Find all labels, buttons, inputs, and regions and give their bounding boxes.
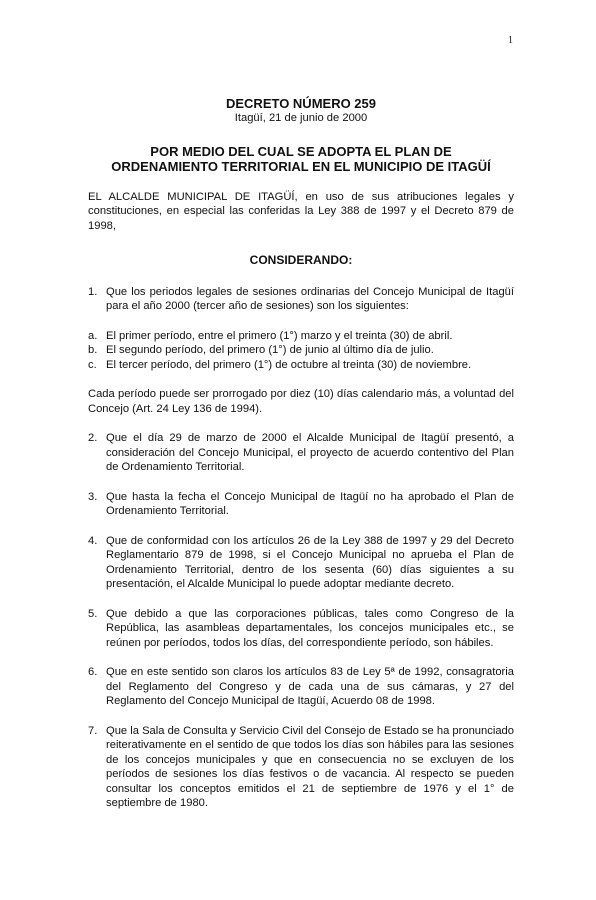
period-letter: c. xyxy=(88,358,97,371)
session-periods-list xyxy=(88,329,514,373)
subtitle-line-2: ORDENAMIENTO TERRITORIAL EN EL MUNICIPIO DE ITAGÜÍ xyxy=(111,158,491,174)
item-number: 4. xyxy=(88,534,98,547)
item-number: 2. xyxy=(88,432,98,444)
item-number: 7. xyxy=(88,724,98,737)
period-item xyxy=(88,343,514,358)
page-number: 1 xyxy=(508,35,513,46)
period-text: El segundo período, del primero (1°) de junio al último día de julio. xyxy=(106,344,434,356)
period-letter: b. xyxy=(88,344,98,356)
considerando-item xyxy=(88,607,514,651)
item-text: Que la Sala de Consulta y Servicio Civil del Consejo de Estado se ha pronunciado reiterativamente en el sentido de que todos los días son hábiles para las sesiones de los concejos municipales y que en consecuencia no se excluyen de los períodos de sesiones los días festivos o de vacancia. Al respecto se pueden consultar los conceptos emitidos el 21 de septiembre de 1976 y el 1° de septiembre de 1980. xyxy=(106,724,514,809)
period-item xyxy=(88,358,514,373)
decree-title: DECRETO NÚMERO 259 xyxy=(225,96,376,111)
decree-date: Itagüí, 21 de junio de 2000 xyxy=(234,112,368,124)
document-body xyxy=(88,96,514,826)
considerando-item xyxy=(88,285,514,314)
item-text: Que hasta la fecha el Concejo Municipal de Itagüí no ha aprobado el Plan de Ordenamiento Territorial. xyxy=(106,490,514,517)
item-text: Que de conformidad con los artículos 26 de la Ley 388 de 1997 y 29 del Decreto Reglamentario 879 de 1998, si el Concejo Municipal no aprueba el Plan de Ordenamiento Territorial, dentro de los sesenta (60) días siguientes a su presentación, el Alcalde Municipal lo puede adoptar mediante decreto. xyxy=(106,534,514,590)
item-text: Que el día 29 de marzo de 2000 el Alcalde Municipal de Itagüí presentó, a consideración del Concejo Municipal, el proyecto de acuerdo contentivo del Plan de Ordenamiento Territorial. xyxy=(106,432,514,473)
period-letter: a. xyxy=(88,329,98,342)
intro-paragraph: EL ALCALDE MUNICIPAL DE ITAGÜÍ, en uso de sus atribuciones legales y constituciones, en especial las conferidas la Ley 388 de 1997 y el Decreto 879 de 1998, xyxy=(88,190,514,232)
decree-subtitle xyxy=(88,144,514,174)
item-text: Que los periodos legales de sesiones ordinarias del Concejo Municipal de Itagüí para el año 2000 (tercer año de sesiones) son los siguientes: xyxy=(106,285,514,312)
item-number: 6. xyxy=(88,666,98,678)
item-number: 1. xyxy=(88,285,98,298)
item-text: Que en este sentido son claros los artículos 83 de Ley 5ª de 1992, consagratoria del Reglamento del Congreso y de cada una de sus cámaras, y 27 del Reglamento del Concejo Municipal de Itagüí, Acuerdo 08 de 1998. xyxy=(106,666,514,707)
item-text: Que debido a que las corporaciones públicas, tales como Congreso de la República, las asambleas departamentales, los concejos municipales etc., se reúnen por períodos, todos los días, del correspondiente período, son hábiles. xyxy=(106,607,514,649)
considerando-heading: CONSIDERANDO: xyxy=(249,253,353,267)
considerando-item xyxy=(88,534,514,592)
period-text: El tercer período, del primero (1°) de octubre al treinta (30) de noviembre. xyxy=(106,358,472,371)
considerando-item xyxy=(88,490,514,519)
item-number: 5. xyxy=(88,607,98,620)
item-number: 3. xyxy=(88,490,98,503)
considerando-item xyxy=(88,724,514,811)
period-text: El primer período, entre el primero (1°) marzo y el treinta (30) de abril. xyxy=(106,329,453,342)
period-item xyxy=(88,329,514,344)
extension-note: Cada período puede ser prorrogado por diez (10) días calendario más, a voluntad del Concejo (Art. 24 Ley 136 de 1994). xyxy=(88,388,514,415)
considerando-item xyxy=(88,431,514,475)
subtitle-line-1: POR MEDIO DEL CUAL SE ADOPTA EL PLAN DE xyxy=(150,143,452,159)
considerando-item xyxy=(88,665,514,709)
